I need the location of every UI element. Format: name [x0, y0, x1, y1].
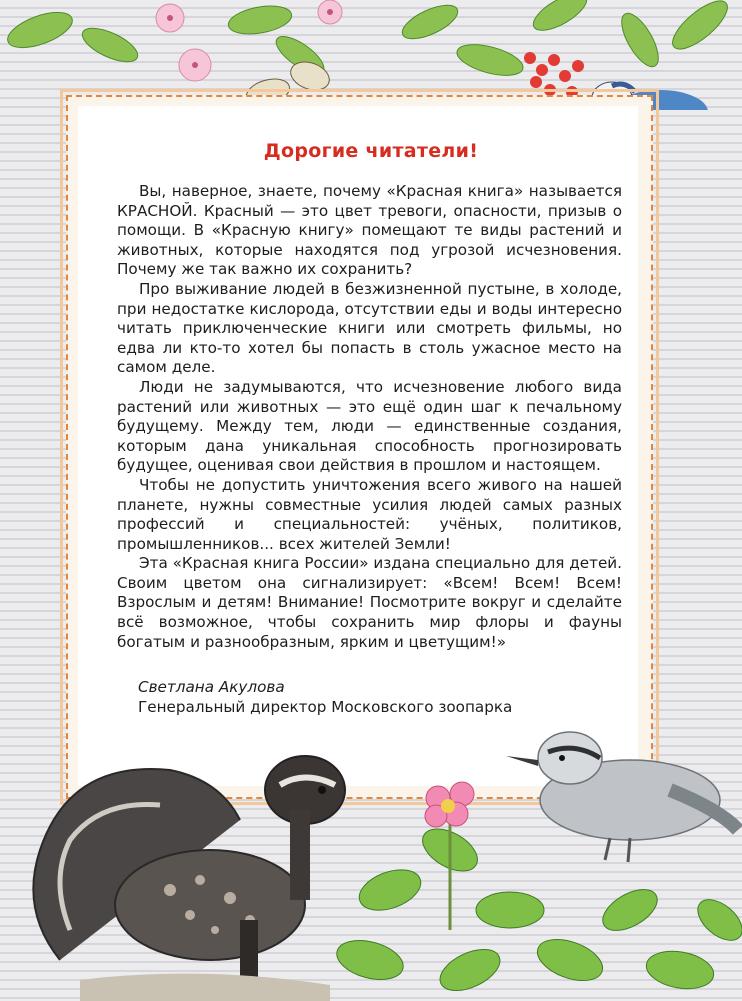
signature-role: Генеральный директор Московского зоопарка	[138, 698, 513, 716]
paragraph: Вы, наверное, знаете, почему «Красная книга» называется КРАСНОЙ. Красный — это цвет тревоги, опасности, призыв о помощи. В «Красную книгу» помещают те виды растений и животных, которые находятся под угрозой исчезновения. Почему же так важно их сохранить?	[117, 182, 622, 279]
paragraph: Эта «Красная книга России» издана специально для детей. Своим цветом она сигнализирует: «Всем! Всем! Всем! Взрослым и детям! Внимание! Посмотрите вокруг и сделайте всё возможное, чтобы сохранить мир флоры и фауны богатым и разнообразным, ярким и цветущим!»	[117, 554, 622, 651]
top-branch-illustration	[0, 0, 742, 110]
bird-illustration	[500, 720, 742, 880]
page-title: Дорогие читатели!	[263, 140, 479, 162]
paragraph: Люди не задумываются, что исчезновение любого вида растений или животных — это ещё один шаг к печальному будущему. Между тем, люди — единственные создания, которым дана уникальная способность прогнозировать будущее, оценивая свои действия в прошлом и настоящем.	[117, 377, 622, 475]
signature-name: Светлана Акулова	[138, 678, 285, 696]
skunk-illustration	[0, 730, 380, 1001]
body-text	[117, 182, 622, 652]
paragraph: Чтобы не допустить уничтожения всего живого на нашей планете, нужны совместные усилия людей самых разных профессий и специальностей: учёных, политиков, промышленников... всех жителей Земли!	[117, 475, 622, 553]
paragraph: Про выживание людей в безжизненной пустыне, в холоде, при недостатке кислорода, отсутствии еды и воды интересно читать приключенческие книги или смотреть фильмы, но едва ли кто-то хотел бы попасть в столь ужасное место на самом деле.	[117, 279, 622, 377]
